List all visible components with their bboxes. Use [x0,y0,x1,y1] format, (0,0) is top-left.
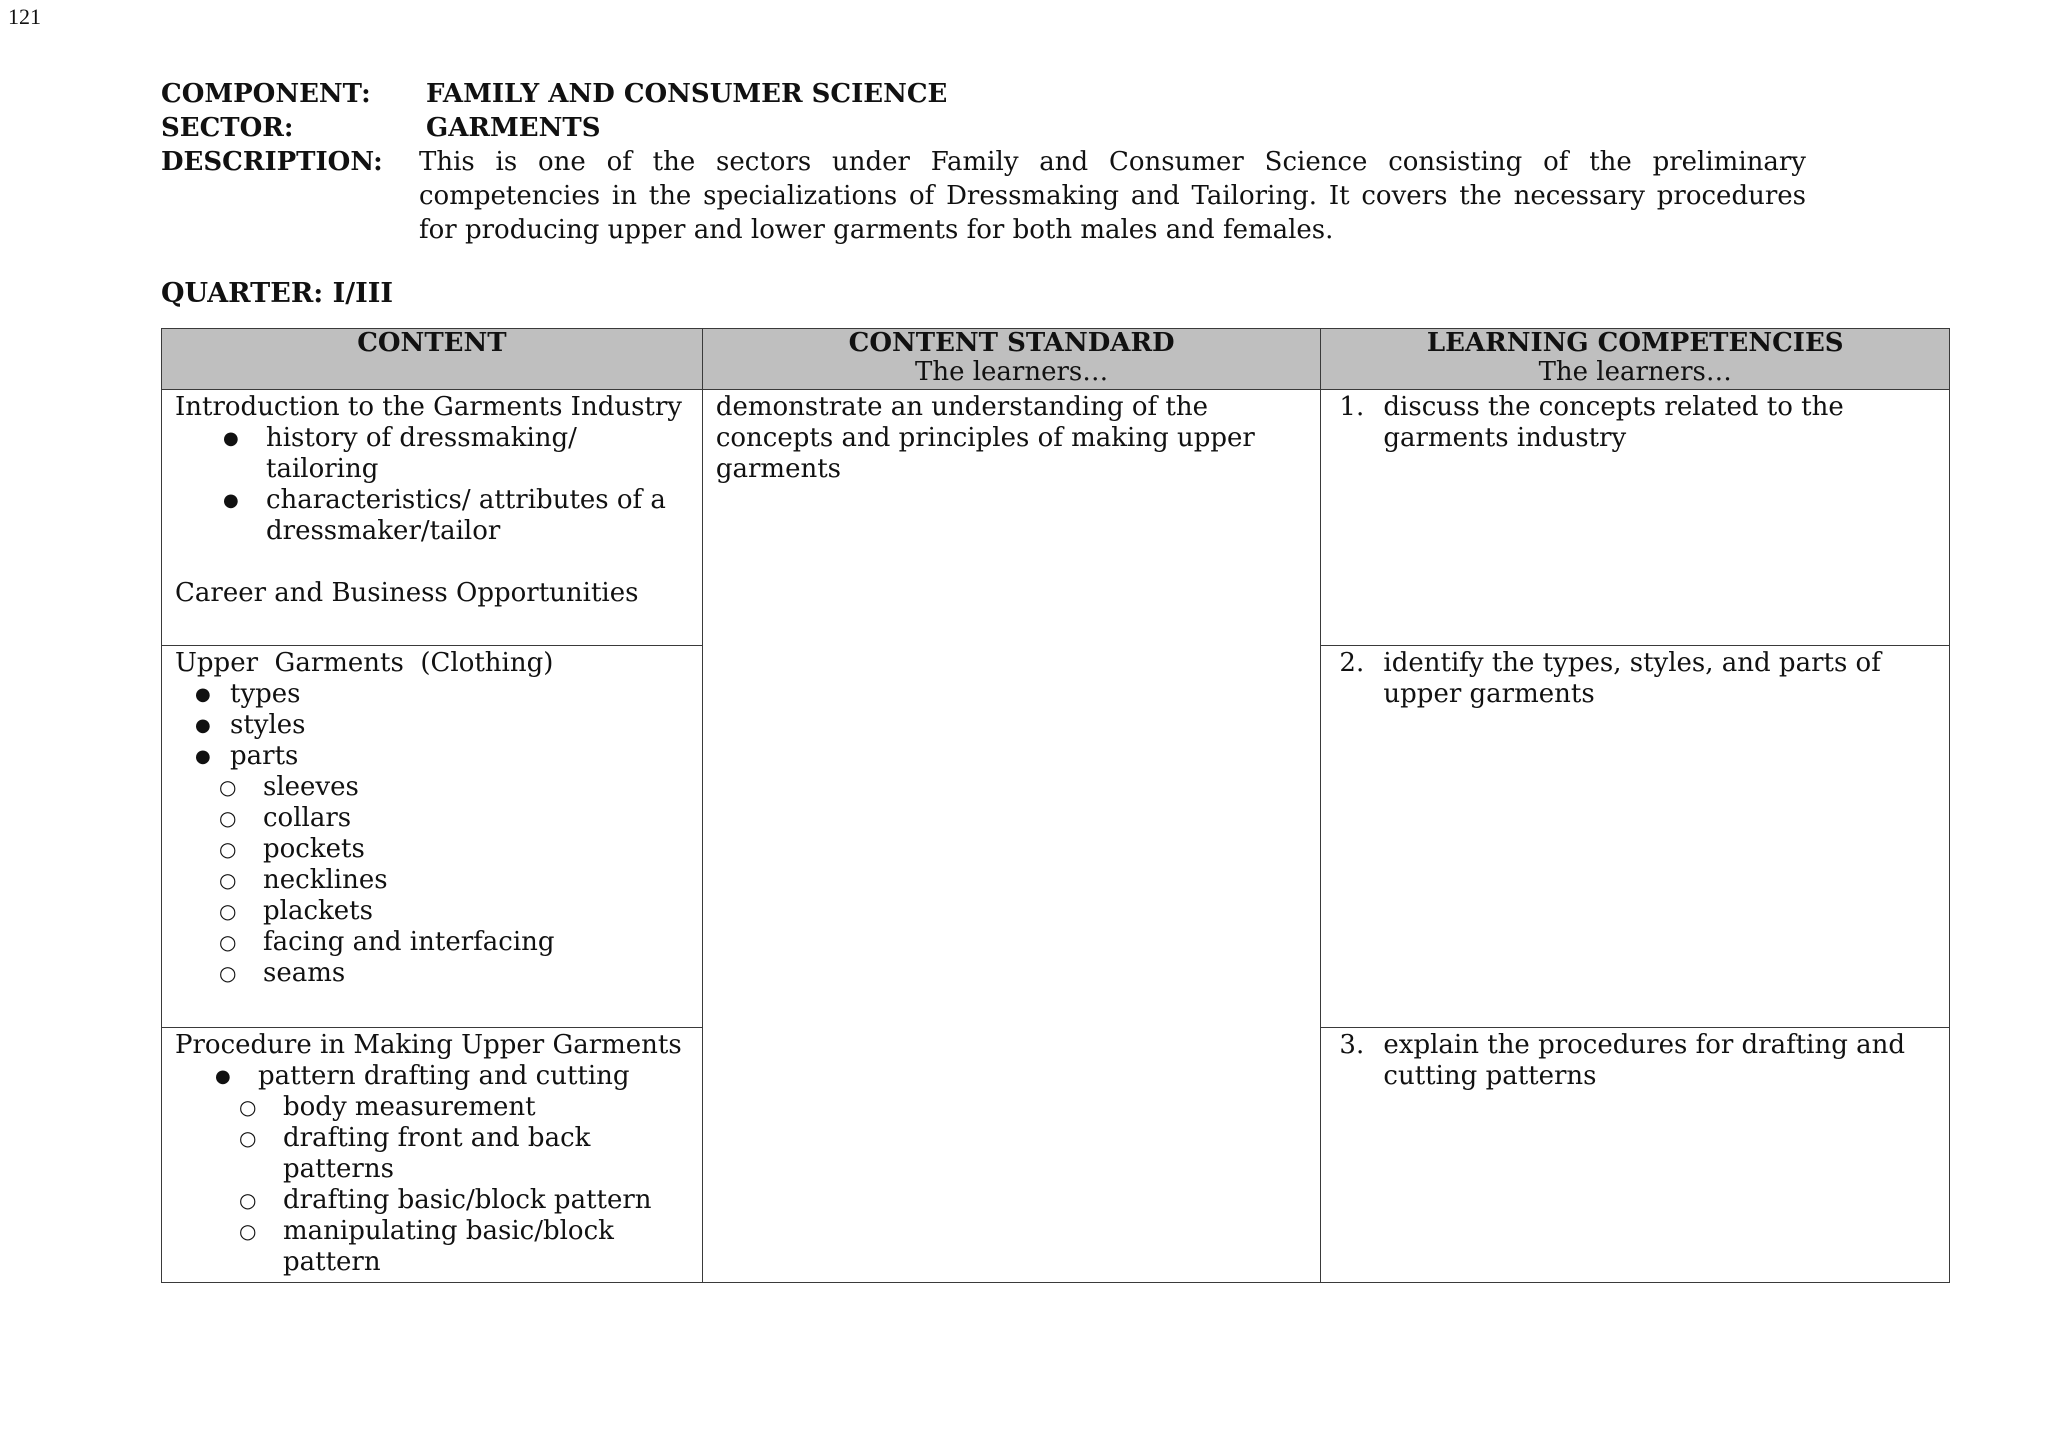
competency-number: 1. [1339,392,1365,422]
list-item: ○ sleeves [175,772,690,803]
content-extra-1: Career and Business Opportunities [175,578,639,608]
competency-cell-2 [1321,646,1950,1028]
list-item: ○ manipulating basic/block pattern [175,1216,690,1278]
competency-text: explain the procedures for drafting and cutting patterns [1383,1030,1906,1091]
list-item: ● pattern drafting and cutting [175,1061,690,1092]
header-standard-title: CONTENT STANDARD [848,328,1175,358]
content-title-1: Introduction to the Garments Industry [175,392,682,422]
list-item: ○ necklines [175,865,690,896]
sector-label: SECTOR: [161,113,294,143]
header-competencies [1321,329,1950,390]
content-subitems-2 [175,772,690,989]
quarter-heading: QUARTER: I/III [161,278,394,309]
competency-item-1 [1339,392,1937,454]
curriculum-table [161,328,1950,1283]
competency-item-3 [1339,1030,1937,1092]
content-standard-text: demonstrate an understanding of the concepts and principles of making upper garments [715,392,1255,484]
list-item: ○ drafting front and back patterns [175,1123,690,1185]
list-item: ● types [175,679,690,710]
competency-cell-3 [1321,1028,1950,1283]
header-standard [702,329,1321,390]
list-item: ○ pockets [175,834,690,865]
component-value: FAMILY AND CONSUMER SCIENCE [426,79,948,109]
sector-value: GARMENTS [426,113,601,143]
content-title-2: Upper Garments (Clothing) [175,648,554,678]
component-row [161,77,1811,111]
content-title-3: Procedure in Making Upper Garments [175,1030,682,1060]
content-standard-cell [702,390,1321,1283]
content-cell-3 [162,1028,703,1283]
document-header [161,77,1811,247]
content-cell-1 [162,390,703,646]
table-row [162,390,1950,646]
list-item: ○ body measurement [175,1092,690,1123]
list-item: ○ plackets [175,896,690,927]
page-number: 121 [8,4,41,29]
component-label: COMPONENT: [161,79,371,109]
competency-cell-1 [1321,390,1950,646]
competency-number: 3. [1339,1030,1365,1060]
list-item: ● parts [175,741,690,772]
header-competencies-sub: The learners… [1538,357,1732,387]
content-cell-2 [162,646,703,1028]
list-item: ○ drafting basic/block pattern [175,1185,690,1216]
list-item: ● styles [175,710,690,741]
competency-text: identify the types, styles, and parts of upper garments [1383,648,1881,709]
header-content-title: CONTENT [357,328,507,358]
competency-text: discuss the concepts related to the garments industry [1383,392,1844,453]
header-competencies-title: LEARNING COMPETENCIES [1426,328,1844,358]
list-item: ● history of dressmaking/ tailoring [175,423,690,485]
list-item: ○ collars [175,803,690,834]
table-header-row [162,329,1950,390]
content-bullets-2 [175,679,690,772]
list-item: ● characteristics/ attributes of a dressmaker/tailor [175,485,690,547]
description-label: DESCRIPTION: [161,147,383,177]
list-item: ○ facing and interfacing [175,927,690,958]
sector-row [161,111,1811,145]
competency-number: 2. [1339,648,1365,678]
competency-item-2 [1339,648,1937,710]
description-row [161,145,1811,247]
content-bullets-1 [175,423,690,547]
description-text: This is one of the sectors under Family and Consumer Science consisting of the preliminary competencies in the specializations of Dressmaking and Tailoring. It covers the necessary procedures for producing upper and lower garments for both males and females. [419,147,1806,245]
content-subitems-3 [175,1092,690,1278]
header-content [162,329,703,390]
list-item: ○ seams [175,958,690,989]
content-bullets-3 [175,1061,690,1092]
header-standard-sub: The learners… [914,357,1109,387]
